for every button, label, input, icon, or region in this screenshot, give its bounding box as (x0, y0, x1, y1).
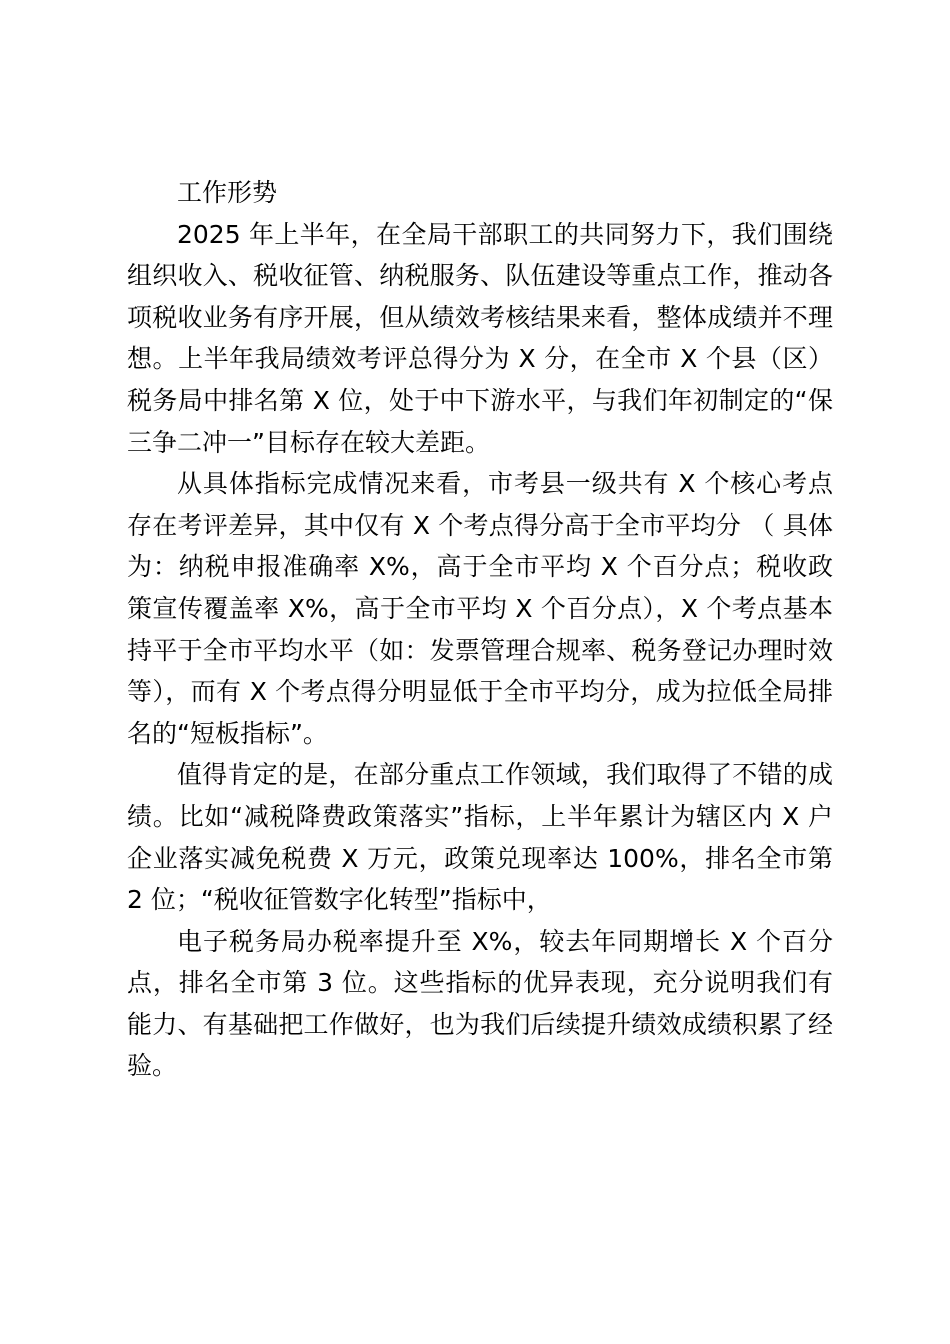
paragraph-indicators: 从具体指标完成情况来看，市考县一级共有 X 个核心考点存在考评差异，其中仅有 X 个考点得分高于全市平均分 （ 具体为：纳税申报准确率 X%，高于全市平均 X 个百分点；税收政策宣传覆盖率 X%，高于全市平均 X 个百分点），X 个考点基本持平于全市平均水平（如：发票管理合规率、税务登记办理时效等），而有 X 个考点得分明显低于全市平均分，成为拉低全局排名的“短板指标”。 (127, 469, 833, 748)
section-heading: 工作形势 (177, 178, 278, 207)
paragraph-overview: 2025 年上半年，在全局干部职工的共同努力下，我们围绕组织收入、税收征管、纳税服务、队伍建设等重点工作，推动各项税收业务有序开展，但从绩效考核结果来看，整体成绩并不理想。上半年我局绩效考评总得分为 X 分，在全市 X 个县（区）税务局中排名第 X 位，处于中下游水平，与我们年初制定的“保三争二冲一”目标存在较大差距。 (127, 219, 833, 457)
document-body (127, 172, 833, 1087)
paragraph-digital: 电子税务局办税率提升至 X%，较去年同期增长 X 个百分点，排名全市第 3 位。这些指标的优异表现，充分说明我们有能力、有基础把工作做好，也为我们后续提升绩效成绩积累了经验。 (127, 926, 833, 1081)
paragraph-achievements: 值得肯定的是，在部分重点工作领域，我们取得了不错的成绩。比如“减税降费政策落实”指标，上半年累计为辖区内 X 户企业落实减免税费 X 万元，政策兑现率达 100%，排名全市第 2 位；“税收征管数字化转型”指标中， (127, 760, 833, 915)
